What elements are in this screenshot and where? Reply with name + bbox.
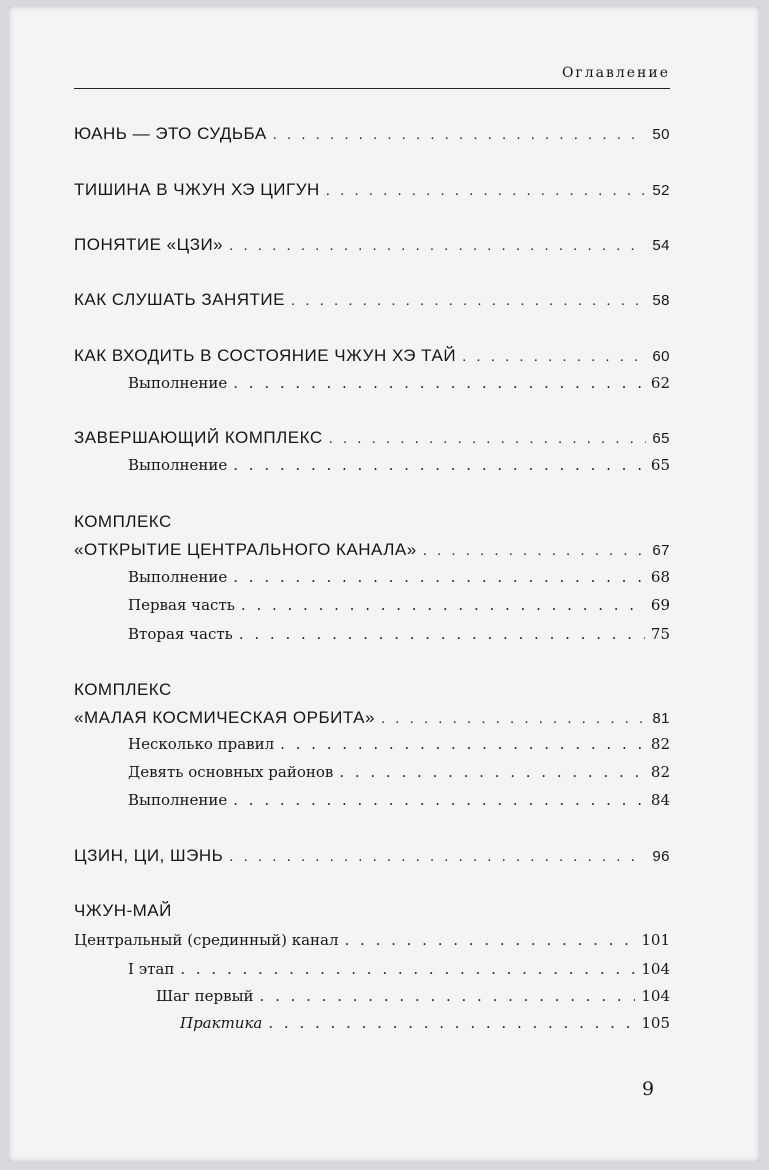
toc-entry-page: 105	[641, 1014, 670, 1032]
toc-entry-page: 68	[650, 568, 670, 586]
toc-entry-title: Выполнение	[128, 456, 228, 474]
toc-entry-page: 54	[652, 237, 670, 254]
leader-dots	[273, 126, 647, 143]
toc-entry-page: 60	[652, 348, 670, 365]
toc-entry-title: Вторая часть	[128, 625, 233, 643]
leader-dots	[462, 348, 646, 365]
toc-subentry[interactable]	[128, 625, 670, 643]
toc-entry[interactable]	[74, 290, 670, 310]
toc-entry-page: 52	[652, 182, 670, 199]
toc-subentry[interactable]	[128, 596, 670, 614]
toc-entry-title: Выполнение	[128, 791, 228, 809]
toc-entry-title: ПОНЯТИЕ «ЦЗИ»	[74, 235, 224, 254]
leader-dots	[423, 542, 647, 559]
toc-entry-title: Первая часть	[128, 596, 235, 614]
toc-entry-page: 101	[641, 931, 670, 949]
toc-entry-title: Шаг первый	[156, 987, 254, 1005]
toc-subentry[interactable]	[128, 374, 670, 392]
toc-entry-page: 82	[650, 735, 670, 753]
toc-entry-page: 65	[652, 430, 670, 447]
leader-dots	[291, 292, 646, 309]
leader-dots	[233, 791, 645, 809]
leader-dots	[329, 430, 647, 447]
toc-entry-title: Девять основных районов	[128, 763, 334, 781]
toc-entry-title: Практика	[180, 1014, 263, 1032]
toc-subentry[interactable]	[128, 456, 670, 474]
toc-entry[interactable]	[74, 124, 670, 144]
leader-dots	[345, 931, 636, 949]
toc-entry-title: Выполнение	[128, 374, 228, 392]
leader-dots	[339, 763, 645, 781]
toc-entry-title: Центральный (срединный) канал	[74, 931, 339, 949]
toc-entry-page: 67	[652, 542, 670, 559]
leader-dots	[260, 987, 636, 1005]
toc-entry-title: ЦЗИН, ЦИ, ШЭНЬ	[74, 846, 224, 865]
toc-section-heading: ЧЖУН-МАЙ	[74, 901, 172, 920]
leader-dots	[280, 735, 645, 753]
header-title: Оглавление	[561, 65, 670, 81]
leader-dots	[233, 456, 645, 474]
leader-dots	[180, 960, 635, 978]
page-number: 9	[642, 1078, 655, 1100]
toc-subentry[interactable]	[128, 763, 670, 781]
toc-entry-page: 104	[641, 987, 670, 1005]
toc-section-heading: КОМПЛЕКС	[74, 680, 172, 699]
toc-entry-page: 62	[650, 374, 670, 392]
toc-subentry[interactable]	[128, 960, 670, 978]
toc-entry-title: I этап	[128, 960, 175, 978]
leader-dots	[381, 710, 646, 727]
leader-dots	[229, 848, 646, 865]
leader-dots	[233, 568, 645, 586]
toc-entry-page: 58	[652, 292, 670, 309]
toc-entry-title: ТИШИНА В ЧЖУН ХЭ ЦИГУН	[74, 180, 320, 199]
toc-entry-title: Несколько правил	[128, 735, 275, 753]
toc-entry-title: Выполнение	[128, 568, 228, 586]
toc-entry-page: 104	[641, 960, 670, 978]
leader-dots	[233, 374, 645, 392]
leader-dots	[239, 625, 645, 643]
toc-entry-title: ЮАНЬ — ЭТО СУДЬБА	[74, 124, 267, 143]
toc-entry[interactable]	[74, 428, 670, 448]
toc-entry[interactable]	[74, 346, 670, 366]
toc-entry-title: «МАЛАЯ КОСМИЧЕСКАЯ ОРБИТА»	[74, 708, 375, 727]
toc-entry-page: 84	[650, 791, 670, 809]
toc-entry-page: 50	[652, 126, 670, 143]
leader-dots	[229, 237, 646, 254]
toc-subentry[interactable]	[128, 791, 670, 809]
leader-dots	[326, 182, 647, 199]
toc-entry-page: 65	[650, 456, 670, 474]
toc-entry[interactable]	[74, 540, 670, 560]
toc-entry[interactable]	[74, 235, 670, 255]
toc-entry-page: 96	[652, 848, 670, 865]
toc-section-heading: КОМПЛЕКС	[74, 512, 172, 531]
toc-entry-title: КАК СЛУШАТЬ ЗАНЯТИЕ	[74, 290, 285, 309]
toc-entry-page: 69	[650, 596, 670, 614]
toc-entry-page: 75	[650, 625, 670, 643]
leader-dots	[241, 596, 645, 614]
toc-entry-title: «ОТКРЫТИЕ ЦЕНТРАЛЬНОГО КАНАЛА»	[74, 540, 417, 559]
toc-entry-title: ЗАВЕРШАЮЩИЙ КОМПЛЕКС	[74, 428, 323, 447]
leader-dots	[268, 1014, 635, 1032]
toc-entry-page: 81	[652, 710, 670, 727]
toc-entry[interactable]	[74, 708, 670, 728]
toc-subentry[interactable]	[128, 735, 670, 753]
toc-entry[interactable]	[74, 846, 670, 866]
toc-subentry[interactable]	[128, 568, 670, 586]
toc-entry-page: 82	[650, 763, 670, 781]
toc-entry[interactable]	[74, 180, 670, 200]
toc-entry[interactable]	[74, 931, 670, 949]
toc-entry-title: КАК ВХОДИТЬ В СОСТОЯНИЕ ЧЖУН ХЭ ТАЙ	[74, 346, 457, 365]
toc-subentry[interactable]	[156, 987, 670, 1005]
toc-subentry[interactable]	[180, 1014, 670, 1032]
